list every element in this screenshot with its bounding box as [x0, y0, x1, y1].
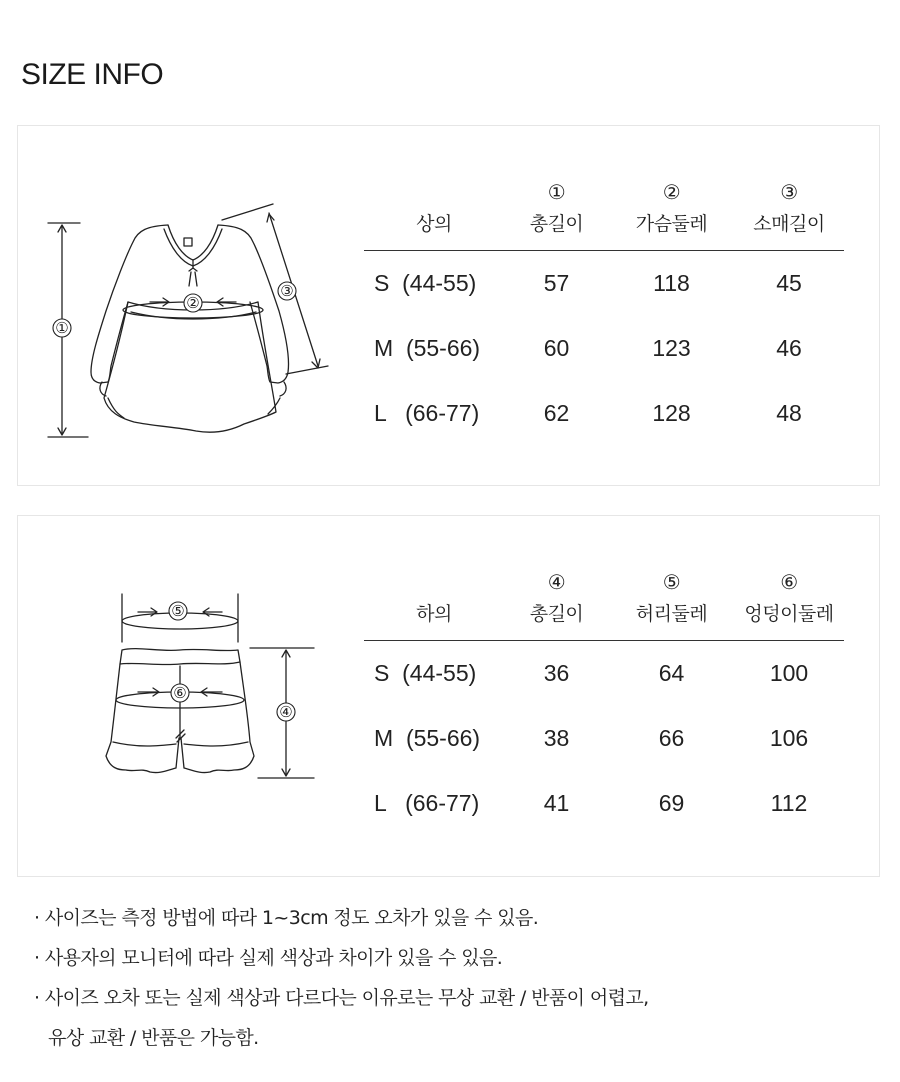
header-hip: ⑥ 엉덩이둘레	[734, 560, 844, 641]
top-sleeve-measure	[222, 204, 328, 374]
marker-4: ④	[279, 703, 293, 721]
bottom-garment-diagram	[18, 516, 358, 878]
size-label: M (55-66)	[374, 335, 481, 361]
size-label: S (44-55)	[374, 660, 477, 686]
note-item: 유상 교환 / 반품은 가능함.	[48, 1027, 259, 1049]
header-bust: ② 가슴둘레	[609, 170, 734, 251]
page-title: SIZE INFO	[21, 58, 164, 91]
header-waist: ⑤ 허리둘레	[609, 560, 734, 641]
table-row	[364, 251, 844, 317]
size-notes	[34, 898, 649, 1058]
size-label: L (66-77)	[374, 790, 480, 816]
top-garment-diagram	[18, 126, 358, 487]
note-item: · 사이즈는 측정 방법에 따라 1~3cm 정도 오차가 있을 수 있음.	[34, 907, 539, 929]
value-cell: 128	[652, 400, 691, 426]
table-row	[364, 771, 844, 836]
value-cell: 48	[776, 400, 802, 426]
value-cell: 45	[776, 270, 802, 296]
table-header-row	[364, 560, 844, 641]
size-label: L (66-77)	[374, 400, 480, 426]
top-size-panel	[17, 125, 880, 486]
header-sleeve-length: ③ 소매길이	[734, 170, 844, 251]
header-garment: 상의	[364, 170, 504, 251]
value-cell: 38	[543, 725, 570, 751]
value-cell: 123	[652, 335, 691, 361]
marker-3: ③	[280, 282, 294, 300]
bottom-size-table	[364, 560, 844, 836]
shorts-outline	[106, 649, 254, 773]
table-row	[364, 316, 844, 381]
value-cell: 69	[658, 790, 685, 816]
value-cell: 60	[543, 335, 570, 361]
header-total-length: ④ 총길이	[504, 560, 609, 641]
table-row	[364, 641, 844, 707]
value-cell: 41	[543, 790, 570, 816]
top-size-table	[364, 170, 844, 446]
value-cell: 62	[543, 400, 570, 426]
value-cell: 46	[776, 335, 802, 361]
marker-5: ⑤	[171, 602, 185, 620]
table-header-row	[364, 170, 844, 251]
size-label: M (55-66)	[374, 725, 481, 751]
value-cell: 36	[543, 660, 570, 686]
blouse-outline	[91, 225, 289, 432]
value-cell: 66	[658, 725, 685, 751]
note-item: · 사이즈 오차 또는 실제 색상과 다르다는 이유로는 무상 교환 / 반품이 어렵고,	[34, 987, 649, 1009]
value-cell: 106	[769, 725, 809, 751]
table-row	[364, 706, 844, 771]
bottom-size-panel	[17, 515, 880, 877]
header-garment: 하의	[364, 560, 504, 641]
marker-1: ①	[55, 319, 69, 337]
marker-6: ⑥	[173, 684, 187, 702]
size-label: S (44-55)	[374, 270, 477, 296]
value-cell: 118	[653, 270, 690, 296]
value-cell: 112	[770, 790, 808, 816]
note-item: · 사용자의 모니터에 따라 실제 색상과 차이가 있을 수 있음.	[34, 947, 503, 969]
value-cell: 100	[769, 660, 809, 686]
header-total-length: ① 총길이	[504, 170, 609, 251]
table-row	[364, 381, 844, 446]
value-cell: 57	[543, 270, 570, 296]
value-cell: 64	[658, 660, 685, 686]
marker-2: ②	[186, 294, 200, 312]
